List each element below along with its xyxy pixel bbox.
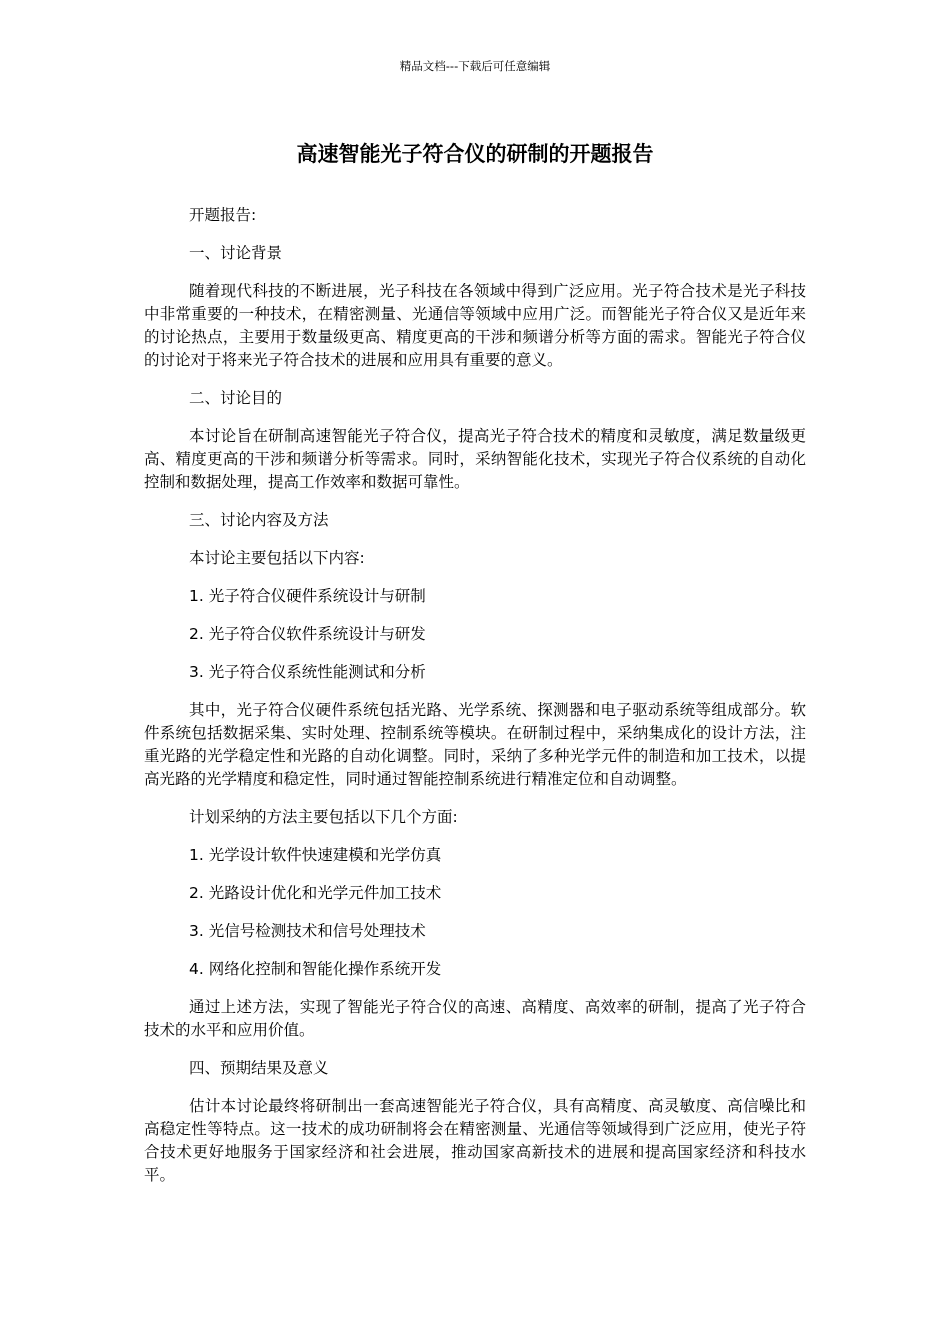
list-item: 1. 光学设计软件快速建模和光学仿真 [189,846,442,864]
intro-label: 开题报告: [189,206,257,224]
document-body [144,204,806,1202]
list-item: 2. 光路设计优化和光学元件加工技术 [189,884,442,902]
section-heading-content-methods: 三、讨论内容及方法 [189,511,329,529]
section-heading-background: 一、讨论背景 [189,244,283,262]
list-item: 4. 网络化控制和智能化操作系统开发 [189,960,442,978]
paragraph-background: 随着现代科技的不断进展，光子科技在各领域中得到广泛应用。光子符合技术是光子科技中非常重要的一种技术，在精密测量、光通信等领域中应用广泛。而智能光子符合仪又是近年来的讨论热点，主要用于数量级更高、精度更高的干涉和频谱分析等方面的需求。智能光子符合仪的讨论对于将来光子符合技术的进展和应用具有重要的意义。 [144,282,806,369]
paragraph-methods-summary: 通过上述方法，实现了智能光子符合仪的高速、高精度、高效率的研制，提高了光子符合技术的水平和应用价值。 [144,998,806,1039]
list-item: 3. 光子符合仪系统性能测试和分析 [189,663,426,681]
list-item: 3. 光信号检测技术和信号处理技术 [189,922,426,940]
section-heading-purpose: 二、讨论目的 [189,389,283,407]
list-item: 2. 光子符合仪软件系统设计与研发 [189,625,426,643]
document-title: 高速智能光子符合仪的研制的开题报告 [296,142,654,166]
page-header-watermark: 精品文档---下载后可任意编辑 [399,59,551,73]
paragraph-expected-results: 估计本讨论最终将研制出一套高速智能光子符合仪，具有高精度、高灵敏度、高信噪比和高稳定性等特点。这一技术的成功研制将会在精密测量、光通信等领域得到广泛应用，使光子符合技术更好地服务于国家经济和社会进展，推动国家高新技术的进展和提高国家经济和科技水平。 [144,1097,806,1184]
list-item: 1. 光子符合仪硬件系统设计与研制 [189,587,426,605]
paragraph-system-description: 其中，光子符合仪硬件系统包括光路、光学系统、探测器和电子驱动系统等组成部分。软件系统包括数据采集、实时处理、控制系统等模块。在研制过程中，采纳集成化的设计方法，注重光路的光学稳定性和光路的自动化调整。同时，采纳了多种光学元件的制造和加工技术，以提高光路的光学精度和稳定性，同时通过智能控制系统进行精准定位和自动调整。 [144,701,806,788]
content-lead: 本讨论主要包括以下内容: [189,549,365,567]
section-heading-expected-results: 四、预期结果及意义 [189,1059,329,1077]
paragraph-purpose: 本讨论旨在研制高速智能光子符合仪，提高光子符合技术的精度和灵敏度，满足数量级更高、精度更高的干涉和频谱分析等需求。同时，采纳智能化技术，实现光子符合仪系统的自动化控制和数据处理，提高工作效率和数据可靠性。 [144,427,806,491]
methods-lead: 计划采纳的方法主要包括以下几个方面: [189,808,458,826]
